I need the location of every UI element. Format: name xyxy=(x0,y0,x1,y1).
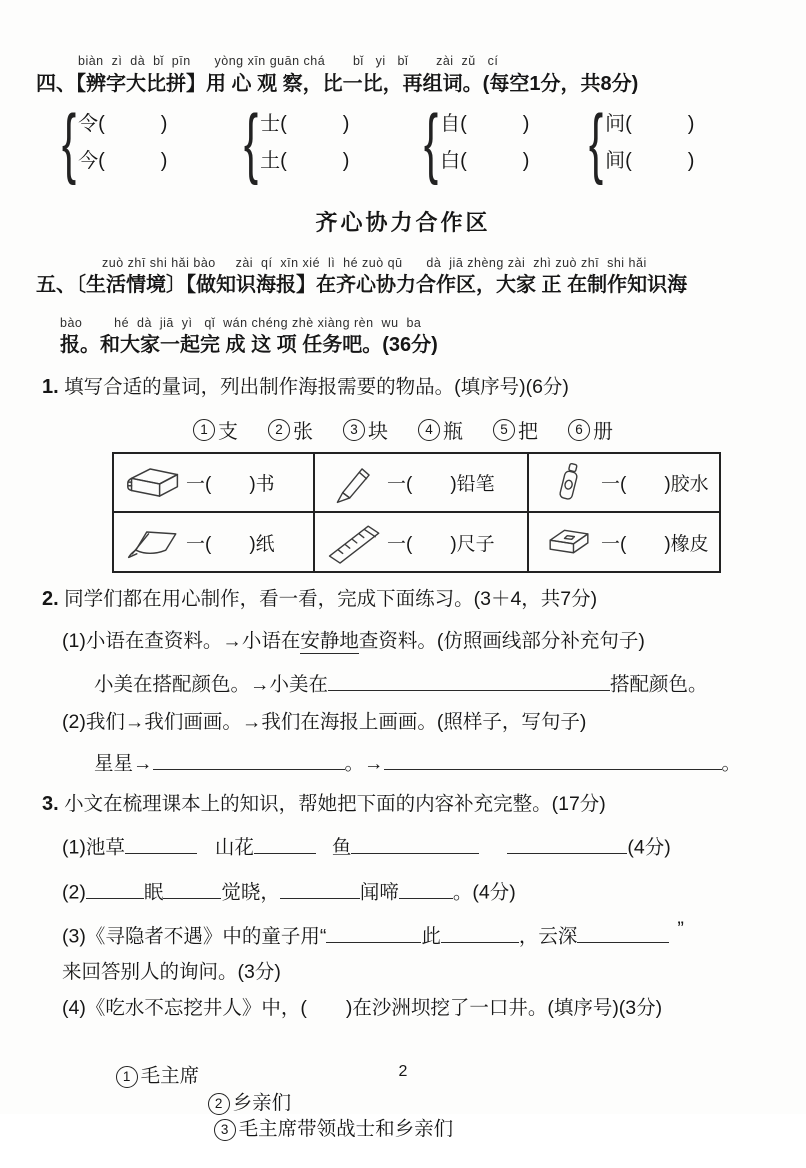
paren-close: ) xyxy=(664,474,671,495)
sentence-text: 觉晓， xyxy=(221,881,280,904)
glue-icon xyxy=(537,460,601,506)
answer-blank xyxy=(254,834,316,854)
brace-glyph: { xyxy=(61,98,77,186)
sentence-text: (2) xyxy=(62,881,86,904)
paren-close: ) xyxy=(342,149,350,172)
answer-blank xyxy=(125,834,197,854)
circled-number: 1 xyxy=(193,419,215,441)
q3-part4-options xyxy=(94,1038,453,1168)
answer-blank xyxy=(399,879,453,899)
section4-pinyin: biàn zì dà bǐ pīn yòng xīn guān chá bǐ yi bǐ zài zǔ cí xyxy=(78,54,499,68)
paren-close: ) xyxy=(522,149,530,172)
sentence-text: 。→ xyxy=(344,752,384,775)
sentence-text: 查资料。(仿照画线部分补充句子) xyxy=(358,630,645,652)
pencil-icon xyxy=(323,460,387,506)
measure-prefix: 一( xyxy=(387,474,413,495)
char-pair-top xyxy=(605,109,694,139)
sentence-text: 此 xyxy=(421,925,441,948)
paren-close: ) xyxy=(687,112,695,135)
option-item xyxy=(493,415,538,444)
section4-heading: 四、【辨字大比拼】用 心 观 察，比一比，再组词。(每空1分，共8分) xyxy=(36,73,639,95)
option-item xyxy=(418,415,463,444)
char-pair-top xyxy=(78,109,167,139)
paren-close: ) xyxy=(249,533,256,555)
sentence-text: 小美在搭配颜色。→小美在 xyxy=(94,673,329,696)
measure-prefix: 一( xyxy=(387,533,413,555)
char-pair-top xyxy=(260,109,349,139)
q3-part1 xyxy=(62,834,671,861)
circled-number: 3 xyxy=(214,1119,236,1141)
section5-line2: 报。和大家一起完 成 这 项 任务吧。(36分) xyxy=(60,334,438,356)
circled-number: 1 xyxy=(116,1066,138,1088)
answer-blank xyxy=(86,879,144,899)
q3-part4: (4)《吃水不忘挖井人》中，( )在沙洲坝挖了一口井。(填序号)(3分) xyxy=(62,997,663,1019)
char-pair-group xyxy=(418,98,530,186)
sentence-text: (1)池草 xyxy=(62,836,125,859)
score-text: (4分) xyxy=(627,836,671,859)
circled-number: 5 xyxy=(493,419,515,441)
question-text: 同学们都在用心制作，看一看，完成下面练习。(3＋4，共7分) xyxy=(64,588,598,610)
paren-open: ( xyxy=(625,149,632,172)
q3-part3-line1 xyxy=(62,917,684,950)
measure-prefix: 一( xyxy=(601,474,627,495)
option-item xyxy=(568,415,613,444)
sentence-text: 搭配颜色。 xyxy=(610,673,708,696)
option-text: 毛主席 xyxy=(140,1065,200,1088)
paren-open: ( xyxy=(280,149,287,172)
sentence-text: ，云深 xyxy=(518,925,578,948)
option-item xyxy=(343,415,388,444)
item-name: 纸 xyxy=(255,533,275,555)
q2-part2-line1: (2)我们→我们画画。→我们在海报上画画。(照样子，写句子) xyxy=(62,711,587,733)
measure-word-options xyxy=(0,415,806,444)
closing-quote: ” xyxy=(677,918,684,940)
brace-glyph: { xyxy=(588,98,604,186)
option-word: 支 xyxy=(218,421,238,443)
cell-text xyxy=(601,529,709,556)
circled-number: 2 xyxy=(268,419,290,441)
option-word: 瓶 xyxy=(443,421,463,443)
char: 白 xyxy=(440,149,461,172)
q2-part1-line1 xyxy=(62,629,645,654)
char-pair-bottom xyxy=(440,146,529,176)
sentence-text: 山花 xyxy=(214,836,254,859)
items-table xyxy=(112,452,721,573)
sentence-text: 。(4分) xyxy=(452,881,516,904)
option-word: 张 xyxy=(293,421,313,443)
char: 土 xyxy=(260,149,281,172)
table-cell-paper xyxy=(114,513,315,571)
question-3-heading xyxy=(42,791,606,817)
section5-pinyin-line2: bào hé dà jiā yì qǐ wán chéng zhè xiàng rèn wu ba xyxy=(60,316,422,330)
q2-part2-line2 xyxy=(94,750,741,777)
char-pair-group xyxy=(583,98,695,186)
char-pair-bottom xyxy=(78,146,167,176)
char: 今 xyxy=(78,149,99,172)
paren-close: ) xyxy=(450,533,457,555)
option-text: 乡亲们 xyxy=(232,1091,292,1114)
option-item xyxy=(193,415,238,444)
table-cell-ruler xyxy=(315,513,529,571)
brace-glyph: { xyxy=(423,98,439,186)
paren-open: ( xyxy=(460,112,467,135)
table-cell-book xyxy=(114,454,315,513)
char: 间 xyxy=(605,149,626,172)
paren-open: ( xyxy=(98,149,105,172)
option-item xyxy=(208,1091,292,1116)
sentence-text: 。 xyxy=(721,752,742,775)
sentence-text: (1)小语在查资料。→小语在 xyxy=(62,630,301,652)
sentence-text: 鱼 xyxy=(331,836,352,859)
page-number: 2 xyxy=(398,1063,408,1080)
char-pair-bottom xyxy=(605,146,694,176)
table-cell-eraser xyxy=(529,513,719,571)
item-name: 橡皮 xyxy=(670,533,709,555)
answer-blank xyxy=(153,750,345,770)
paren-close: ) xyxy=(522,112,530,135)
section5-line1: 五、〔生活情境〕【做知识海报】在齐心协力合作区，大家 正 在制作知识海 xyxy=(36,274,688,296)
section5-pinyin-line1: zuò zhī shi hǎi bào zài qí xīn xié lì hé zuò qū dà jiā zhèng zài zhì zuò zhī shi hǎi xyxy=(102,256,647,270)
cell-text xyxy=(186,469,275,496)
answer-blank xyxy=(507,834,627,854)
measure-prefix: 一( xyxy=(601,533,627,555)
sentence-text: (3)《寻隐者不遇》中的童子用“ xyxy=(62,925,327,948)
question-2-heading xyxy=(42,586,597,612)
item-name: 胶水 xyxy=(670,474,709,495)
option-word: 册 xyxy=(593,421,613,443)
paper-icon xyxy=(122,522,186,562)
paren-open: ( xyxy=(625,112,632,135)
item-name: 书 xyxy=(255,474,275,495)
measure-prefix: 一( xyxy=(186,533,212,555)
paren-close: ) xyxy=(160,112,168,135)
answer-blank xyxy=(351,834,479,854)
table-cell-glue xyxy=(529,454,719,513)
answer-blank xyxy=(577,923,669,943)
paren-open: ( xyxy=(460,149,467,172)
eraser-icon xyxy=(537,525,601,559)
table-cell-pencil xyxy=(315,454,529,513)
ruler-icon xyxy=(323,520,387,564)
paren-close: ) xyxy=(450,474,457,495)
char-pair-bottom xyxy=(260,146,349,176)
paren-open: ( xyxy=(280,112,287,135)
answer-blank xyxy=(441,923,519,943)
char: 士 xyxy=(260,112,281,135)
char: 问 xyxy=(605,112,626,135)
answer-blank xyxy=(384,750,722,770)
option-item xyxy=(214,1117,454,1142)
item-name: 尺子 xyxy=(456,533,495,555)
paren-close: ) xyxy=(160,149,168,172)
paren-close: ) xyxy=(342,112,350,135)
option-item xyxy=(268,415,313,444)
answer-blank xyxy=(280,879,360,899)
circled-number: 2 xyxy=(208,1093,230,1115)
paren-close: ) xyxy=(687,149,695,172)
question-1-heading xyxy=(42,374,569,400)
sentence-text: 眠 xyxy=(143,881,164,904)
question-number: 2. xyxy=(42,588,59,610)
char-pair-group xyxy=(238,98,350,186)
cell-text xyxy=(601,469,709,496)
cell-text xyxy=(186,529,275,556)
char-pair-group xyxy=(56,98,168,186)
char: 自 xyxy=(440,112,461,135)
cell-text xyxy=(387,469,495,496)
sentence-text: 星星→ xyxy=(94,752,153,775)
question-text: 小文在梳理课本上的知识，帮她把下面的内容补充完整。(17分) xyxy=(64,793,606,815)
circled-number: 4 xyxy=(418,419,440,441)
paren-open: ( xyxy=(98,112,105,135)
question-text: 填写合适的量词，列出制作海报需要的物品。(填序号)(6分) xyxy=(64,376,569,398)
question-number: 1. xyxy=(42,376,59,398)
item-name: 铅笔 xyxy=(456,474,495,495)
answer-blank xyxy=(328,671,610,691)
circled-number: 6 xyxy=(568,419,590,441)
underlined-example: 安静地 xyxy=(300,630,359,652)
char: 令 xyxy=(78,112,99,135)
measure-prefix: 一( xyxy=(186,474,212,495)
option-word: 把 xyxy=(518,421,538,443)
cell-text xyxy=(387,529,495,556)
paren-close: ) xyxy=(249,474,256,495)
q3-part3-line2: 来回答别人的询问。(3分) xyxy=(62,961,281,983)
circled-number: 3 xyxy=(343,419,365,441)
paren-close: ) xyxy=(664,533,671,555)
char-pair-top xyxy=(440,109,529,139)
brace-glyph: { xyxy=(243,98,259,186)
answer-blank xyxy=(163,879,221,899)
section-title: 齐心协力合作区 xyxy=(315,210,491,235)
book-icon xyxy=(122,463,186,503)
question-number: 3. xyxy=(42,793,59,815)
sentence-text: 闻啼 xyxy=(359,881,399,904)
option-word: 块 xyxy=(368,421,388,443)
q2-part1-line2 xyxy=(94,671,708,698)
q3-part2 xyxy=(62,879,516,906)
answer-blank xyxy=(326,923,421,943)
option-text: 毛主席带领战士和乡亲们 xyxy=(238,1118,454,1141)
